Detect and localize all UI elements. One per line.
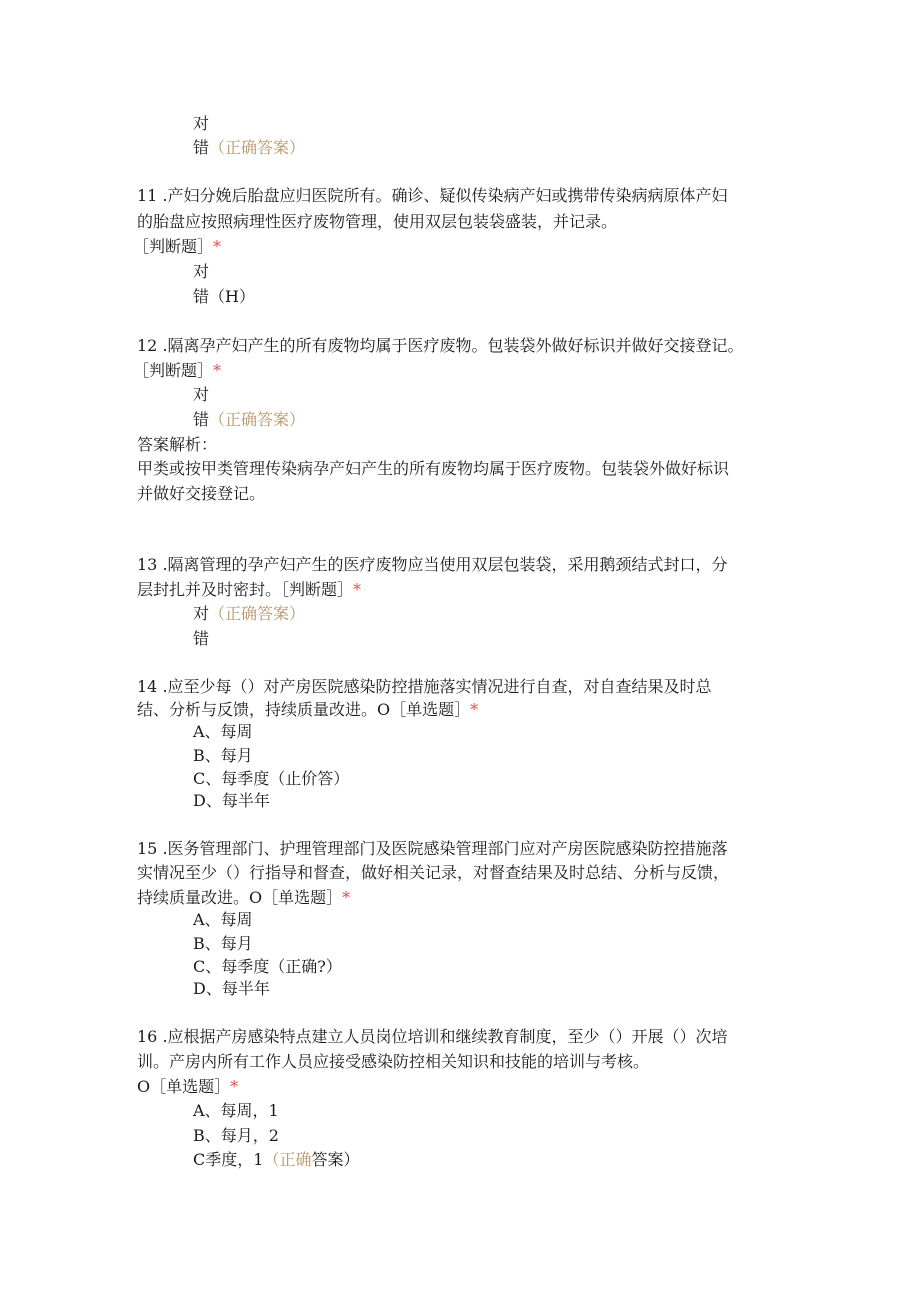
q15-text-line1: 15 .医务管理部门、护理管理部门及医院感染管理部门应对产房医院感染防控措施落 [137,839,728,858]
q14-text-line2: 结、分析与反馈，持续质量改进。O［单选题］* [137,700,479,719]
q15-text-line2: 实情况至少（）行指导和督查，做好相关记录，对督查结果及时总结、分析与反馈， [137,863,730,882]
q12-analysis-label: 答案解析： [137,435,218,454]
q11-type: ［判断题］* [133,237,222,256]
q14-option-d: D、每半年 [193,791,270,810]
required-star: * [230,1077,239,1096]
q14-option-c: C、每季度（止价答） [193,769,350,788]
q14-text-line1: 14 .应至少每（）对产房医院感染防控措施落实情况进行自查，对自查结果及时总 [137,677,712,696]
q16-text-line2: 训。产房内所有工作人员应接受感染防控相关知识和技能的培训与考核。 [137,1052,650,1071]
correct-answer-mark: （正确 [263,1150,312,1169]
q15-text-line3: 持续质量改进。O［单选题］* [137,888,351,907]
q12-type: ［判断题］* [133,361,222,380]
q14-option-b: B、每月 [193,746,253,765]
q15-option-d: D、每半年 [193,979,270,998]
q15-option-b: B、每月 [193,934,253,953]
q16-option-b: B、每月，2 [193,1126,279,1145]
q13-option-true: 对（正确答案） [193,604,306,623]
q12-option-false: 错（正确答案） [193,410,306,429]
required-star: * [213,361,222,380]
q12-text-line1: 12 .隔离孕产妇产生的所有废物均属于医疗废物。包装袋外做好标识并做好交接登记。 [137,336,744,355]
q10-option-true: 对 [193,114,210,133]
q13-option-false: 错 [193,629,210,648]
required-star: * [213,237,222,256]
q16-option-c: C季度，1（正确答案） [193,1150,360,1169]
q15-option-c: C、每季度（正确?） [193,957,342,976]
q12-option-true: 对 [193,385,210,404]
q16-option-a: A、每周，1 [193,1101,279,1120]
required-star: * [353,580,362,599]
q11-option-true: 对 [193,262,210,281]
correct-answer-mark: （正确答案） [209,410,306,429]
q12-analysis-line2: 并做好交接登记。 [137,484,266,503]
q16-text-line1: 16 .应根据产房感染特点建立人员岗位培训和继续教育制度，至少（）开展（）次培 [137,1027,728,1046]
q11-option-false: 错（H） [193,287,255,306]
q13-text-line2: 层封扎并及时密封。［判断题］* [137,580,362,599]
q12-analysis-line1: 甲类或按甲类管理传染病孕产妇产生的所有废物均属于医疗废物。包装袋外做好标识 [137,459,730,478]
q16-text-line3: O［单选题］* [137,1077,239,1096]
q13-text-line1: 13 .隔离管理的孕产妇产生的医疗废物应当使用双层包装袋，采用鹅颈结式封口，分 [137,555,728,574]
required-star: * [342,888,351,907]
required-star: * [470,700,479,719]
q11-text-line2: 的胎盘应按照病理性医疗废物管理，使用双层包装袋盛装，并记录。 [137,212,618,231]
q11-text-line1: 11 .产妇分娩后胎盘应归医院所有。确诊、疑似传染病产妇或携带传染病病原体产妇 [137,186,728,205]
q14-option-a: A、每周 [193,722,253,741]
correct-answer-mark: （正确答案） [209,604,306,623]
correct-answer-mark: （正确答案） [209,138,306,157]
q15-option-a: A、每周 [193,910,253,929]
q10-option-false: 错（正确答案） [193,138,306,157]
